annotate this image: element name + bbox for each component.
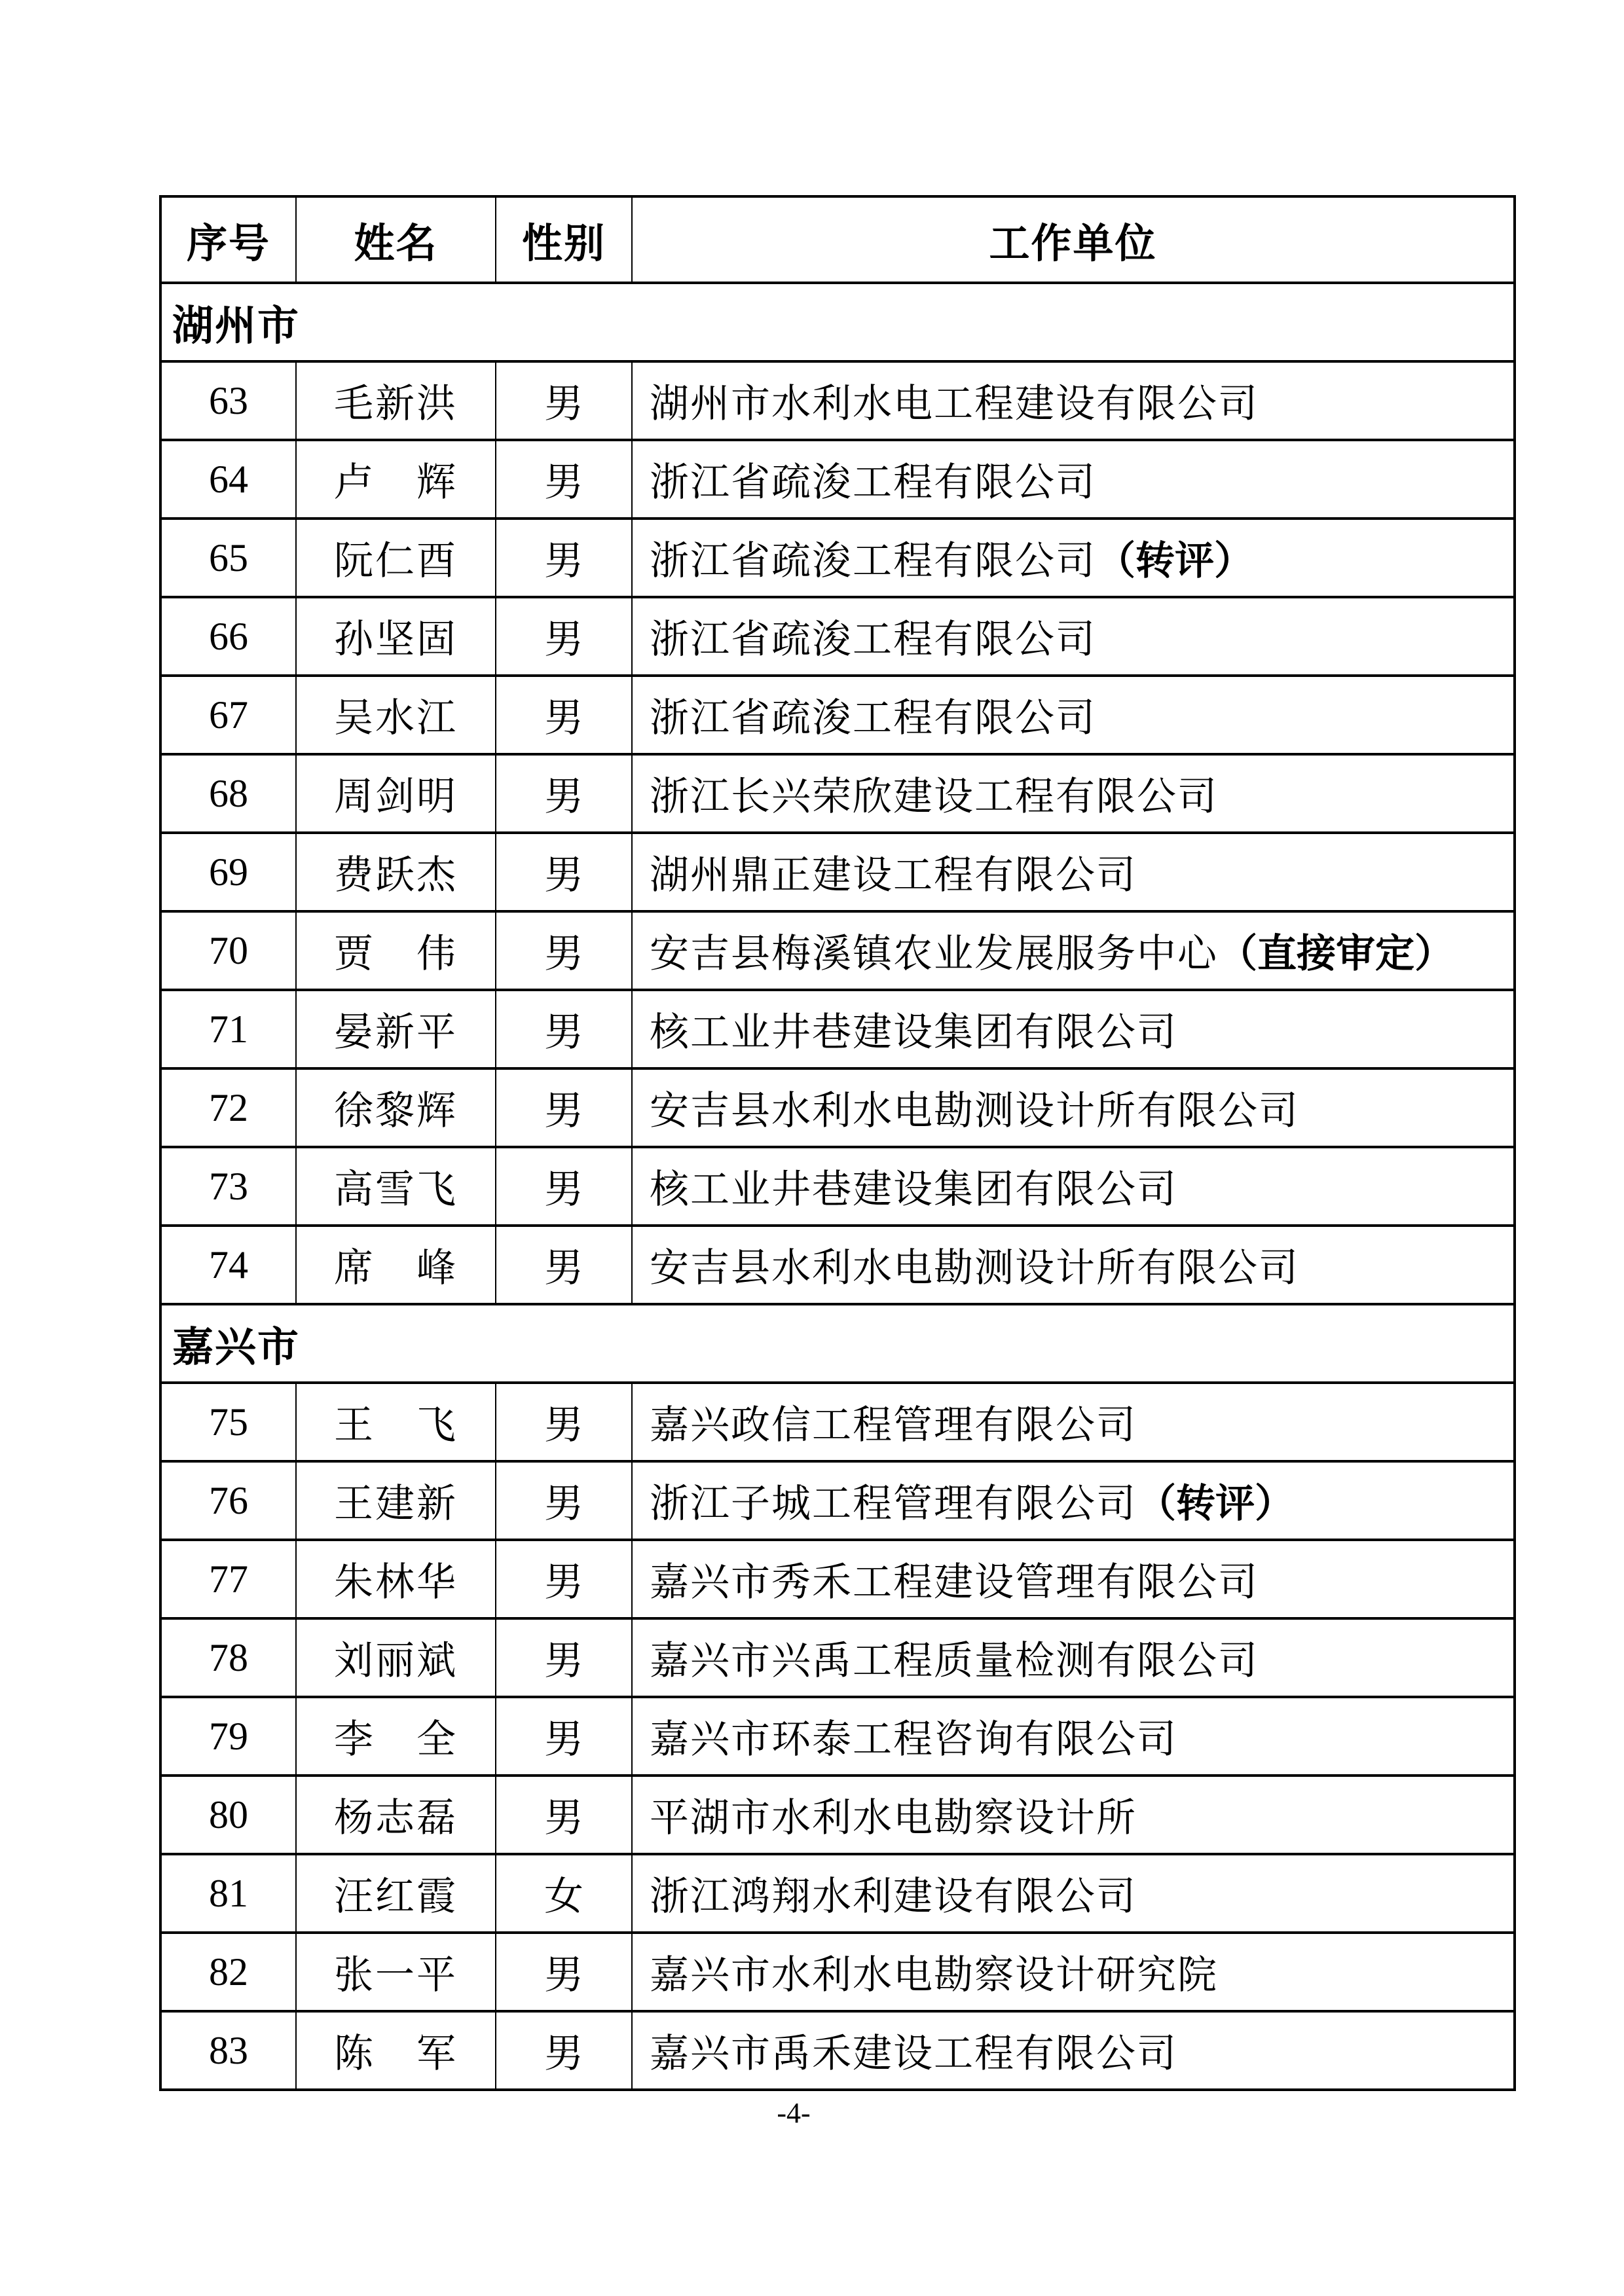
work-unit-text: 嘉兴市水利水电勘察设计研究院 (650, 1954, 1218, 1997)
work-unit-text: 核工业井巷建设集团有限公司 (650, 1168, 1177, 1211)
table-row (160, 990, 1515, 1068)
header-row (160, 196, 1515, 283)
table-row (160, 1383, 1515, 1461)
cell-serial-number: 71 (160, 990, 296, 1068)
cell-gender: 男 (496, 1933, 632, 2011)
cell-serial-number: 74 (160, 1226, 296, 1304)
cell-gender: 男 (496, 1697, 632, 1776)
work-unit-text: 安吉县水利水电勘测设计所有限公司 (650, 1247, 1299, 1290)
cell-work-unit (632, 1147, 1515, 1226)
cell-work-unit (632, 676, 1515, 754)
work-unit-text: 平湖市水利水电勘察设计所 (650, 1796, 1137, 1840)
work-unit-remark: （转评） (1096, 539, 1253, 583)
cell-serial-number: 75 (160, 1383, 296, 1461)
table-row (160, 833, 1515, 911)
column-header-gender: 性别 (496, 196, 632, 283)
roster-table (159, 195, 1516, 2091)
work-unit-remark: （直接审定） (1218, 932, 1454, 975)
work-unit-text: 浙江鸿翔水利建设有限公司 (650, 1875, 1137, 1918)
work-unit-text: 安吉县梅溪镇农业发展服务中心 (650, 932, 1218, 975)
cell-gender: 男 (496, 990, 632, 1068)
cell-gender: 男 (496, 1068, 632, 1147)
cell-serial-number: 81 (160, 1854, 296, 1933)
cell-work-unit (632, 1933, 1515, 2011)
cell-name: 贾 伟 (296, 911, 496, 990)
section-row (160, 1304, 1515, 1383)
cell-name: 阮仁酉 (296, 519, 496, 597)
cell-work-unit (632, 1618, 1515, 1697)
work-unit-text: 嘉兴市兴禹工程质量检测有限公司 (650, 1639, 1259, 1683)
cell-work-unit (632, 1383, 1515, 1461)
column-header-serial: 序号 (160, 196, 296, 283)
cell-serial-number: 68 (160, 754, 296, 833)
cell-gender: 男 (496, 833, 632, 911)
cell-gender: 男 (496, 1226, 632, 1304)
table-row (160, 1618, 1515, 1697)
table-body (160, 283, 1515, 2090)
work-unit-text: 安吉县水利水电勘测设计所有限公司 (650, 1089, 1299, 1133)
cell-work-unit (632, 597, 1515, 676)
cell-name: 费跃杰 (296, 833, 496, 911)
cell-serial-number: 82 (160, 1933, 296, 2011)
table-row (160, 676, 1515, 754)
cell-serial-number: 80 (160, 1776, 296, 1854)
cell-name: 吴水江 (296, 676, 496, 754)
section-city-label: 嘉兴市 (160, 1304, 1515, 1383)
cell-name: 王建新 (296, 1461, 496, 1540)
cell-work-unit (632, 519, 1515, 597)
cell-gender: 男 (496, 1618, 632, 1697)
cell-work-unit (632, 361, 1515, 440)
cell-work-unit (632, 911, 1515, 990)
work-unit-text: 浙江长兴荣欣建设工程有限公司 (650, 775, 1218, 818)
cell-gender: 男 (496, 1540, 632, 1618)
cell-name: 陈 军 (296, 2011, 496, 2090)
cell-name: 徐黎辉 (296, 1068, 496, 1147)
table-row (160, 1068, 1515, 1147)
cell-gender: 男 (496, 597, 632, 676)
cell-gender: 男 (496, 2011, 632, 2090)
cell-name: 孙坚固 (296, 597, 496, 676)
section-row (160, 283, 1515, 361)
cell-work-unit (632, 1540, 1515, 1618)
table-row (160, 1933, 1515, 2011)
cell-serial-number: 73 (160, 1147, 296, 1226)
cell-gender: 男 (496, 1776, 632, 1854)
cell-gender: 男 (496, 754, 632, 833)
cell-gender: 男 (496, 911, 632, 990)
cell-work-unit (632, 1461, 1515, 1540)
work-unit-text: 湖州市水利水电工程建设有限公司 (650, 382, 1259, 426)
cell-work-unit (632, 1226, 1515, 1304)
work-unit-remark: （转评） (1137, 1482, 1294, 1525)
work-unit-text: 嘉兴市秀禾工程建设管理有限公司 (650, 1561, 1259, 1604)
cell-name: 杨志磊 (296, 1776, 496, 1854)
cell-name: 卢 辉 (296, 440, 496, 519)
cell-serial-number: 64 (160, 440, 296, 519)
cell-gender: 男 (496, 1461, 632, 1540)
table-row (160, 1147, 1515, 1226)
cell-serial-number: 66 (160, 597, 296, 676)
table-header (160, 196, 1515, 283)
cell-name: 李 全 (296, 1697, 496, 1776)
work-unit-text: 核工业井巷建设集团有限公司 (650, 1011, 1177, 1054)
cell-serial-number: 77 (160, 1540, 296, 1618)
cell-gender: 男 (496, 1383, 632, 1461)
cell-name: 周剑明 (296, 754, 496, 833)
cell-serial-number: 76 (160, 1461, 296, 1540)
cell-name: 张一平 (296, 1933, 496, 2011)
work-unit-text: 湖州鼎正建设工程有限公司 (650, 854, 1137, 897)
cell-gender: 男 (496, 440, 632, 519)
cell-work-unit (632, 990, 1515, 1068)
work-unit-text: 浙江子城工程管理有限公司 (650, 1482, 1137, 1525)
cell-gender: 男 (496, 519, 632, 597)
cell-name: 晏新平 (296, 990, 496, 1068)
cell-name: 席 峰 (296, 1226, 496, 1304)
cell-work-unit (632, 2011, 1515, 2090)
table-row (160, 1697, 1515, 1776)
cell-work-unit (632, 833, 1515, 911)
cell-work-unit (632, 1697, 1515, 1776)
cell-serial-number: 69 (160, 833, 296, 911)
cell-name: 王 飞 (296, 1383, 496, 1461)
cell-work-unit (632, 1854, 1515, 1933)
cell-gender: 男 (496, 361, 632, 440)
work-unit-text: 浙江省疏浚工程有限公司 (650, 618, 1096, 661)
section-city-label: 湖州市 (160, 283, 1515, 361)
table-row (160, 519, 1515, 597)
column-header-work-unit: 工作单位 (632, 196, 1515, 283)
work-unit-text: 嘉兴政信工程管理有限公司 (650, 1404, 1137, 1447)
work-unit-text: 浙江省疏浚工程有限公司 (650, 461, 1096, 504)
page-number: -4- (777, 2097, 811, 2129)
work-unit-text: 嘉兴市禹禾建设工程有限公司 (650, 2032, 1177, 2075)
table-row (160, 1540, 1515, 1618)
table-row (160, 361, 1515, 440)
cell-name: 汪红霞 (296, 1854, 496, 1933)
cell-serial-number: 78 (160, 1618, 296, 1697)
cell-work-unit (632, 1068, 1515, 1147)
cell-work-unit (632, 1776, 1515, 1854)
work-unit-text: 浙江省疏浚工程有限公司 (650, 539, 1096, 583)
cell-name: 朱林华 (296, 1540, 496, 1618)
table-row (160, 1854, 1515, 1933)
table-row (160, 440, 1515, 519)
cell-serial-number: 70 (160, 911, 296, 990)
table-row (160, 754, 1515, 833)
cell-name: 高雪飞 (296, 1147, 496, 1226)
cell-gender: 男 (496, 1147, 632, 1226)
table-row (160, 597, 1515, 676)
cell-gender: 女 (496, 1854, 632, 1933)
work-unit-text: 浙江省疏浚工程有限公司 (650, 697, 1096, 740)
table-row (160, 1776, 1515, 1854)
cell-name: 毛新洪 (296, 361, 496, 440)
cell-gender: 男 (496, 676, 632, 754)
cell-work-unit (632, 754, 1515, 833)
work-unit-text: 嘉兴市环泰工程咨询有限公司 (650, 1718, 1177, 1761)
cell-serial-number: 79 (160, 1697, 296, 1776)
cell-serial-number: 67 (160, 676, 296, 754)
cell-serial-number: 63 (160, 361, 296, 440)
cell-serial-number: 83 (160, 2011, 296, 2090)
table-row (160, 2011, 1515, 2090)
cell-work-unit (632, 440, 1515, 519)
table-row (160, 911, 1515, 990)
cell-serial-number: 72 (160, 1068, 296, 1147)
column-header-name: 姓名 (296, 196, 496, 283)
cell-serial-number: 65 (160, 519, 296, 597)
cell-name: 刘丽斌 (296, 1618, 496, 1697)
table-row (160, 1461, 1515, 1540)
table-row (160, 1226, 1515, 1304)
